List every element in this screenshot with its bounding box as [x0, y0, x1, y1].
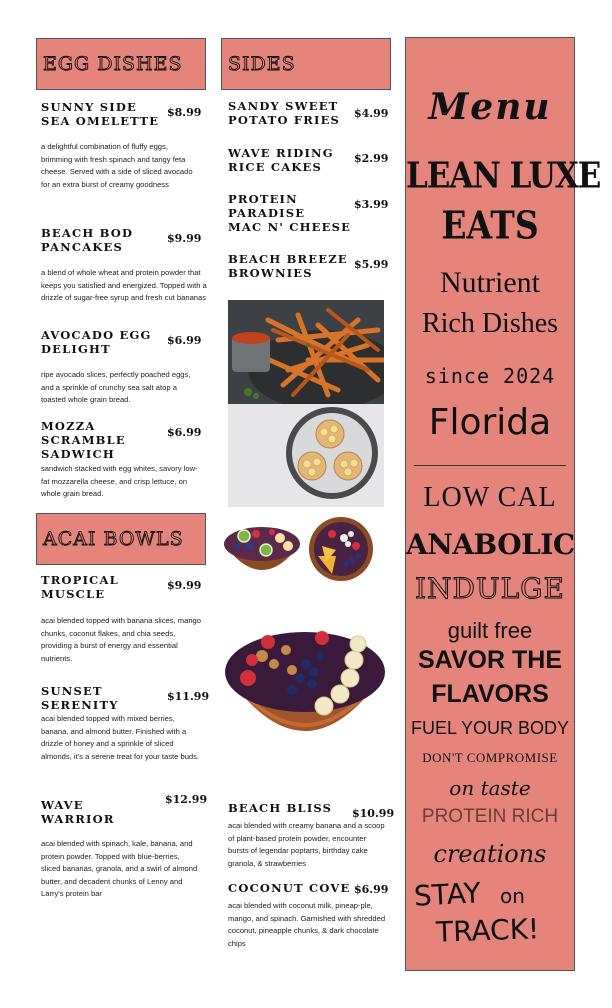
- menu-item-name: MOZZA SCRAMBLE SADWICH: [41, 419, 126, 461]
- rice-cakes-photo: [228, 404, 384, 507]
- menu-item-price: $6.99: [167, 334, 202, 347]
- tagline-stay: STAY: [413, 876, 482, 913]
- sides-header: SIDES: [221, 38, 391, 90]
- tagline-savor: SAVOR THE: [418, 646, 562, 674]
- panel-divider: [414, 465, 566, 466]
- menu-item-description: a delightful combination of fluffy eggs, brimming with fresh spinach and tangy feta cheese. Served with a side of sliced avocado for an extra burst of creamy goodness: [41, 142, 193, 189]
- menu-item-name: SANDY SWEET POTATO FRIES: [228, 99, 341, 127]
- tagline-indulge: INDULGE: [414, 572, 565, 605]
- menu-item-price: $9.99: [167, 579, 202, 592]
- menu-item-description: acai blended with spinach, kale, banana, and protein powder. Topped with blue-berries, sliced bananas, granola, and a swirl of almond butter, and decadent chunks of Lenny and Larry's protein bar: [41, 839, 198, 898]
- menu-item-description: acai blended with creamy banana and a scoop of plant-based protein powder, encounter bursts of legendar poptarts, birthday cake granola, & strawberries: [228, 821, 385, 868]
- menu-item-name: BEACH BOD PANCAKES: [41, 226, 134, 254]
- since-year: since 2024: [424, 364, 556, 388]
- tagline-line1: Nutrient: [440, 266, 540, 299]
- tagline-line2: Rich Dishes: [421, 308, 559, 339]
- menu-item-name: SUNSET SERENITY: [41, 684, 119, 712]
- brand-name-line2: EATS: [441, 203, 539, 248]
- menu-item-name: SUNNY SIDE SEA OMELETTE: [41, 100, 160, 128]
- tagline-fuel: FUEL YOUR BODY: [410, 718, 570, 738]
- menu-item-price: $12.99: [165, 793, 208, 806]
- menu-item-price: $8.99: [167, 106, 202, 119]
- menu-item-description: acai blended with coconut milk, pineap-ple, mango, and spinach. Garnished with shredded coconut, pineapple chunks, & dark chocolate chips: [228, 901, 386, 948]
- tagline-low-cal: LOW CAL: [423, 482, 557, 513]
- menu-item-description: a blend of whole wheat and protein powder that keeps you satisfied and energized. Topped with a drizzle of sugar-free syrup and fresh cut bananas: [41, 268, 207, 302]
- tagline-on: on: [500, 884, 525, 908]
- acai-bowl-mango-photo: [306, 516, 376, 582]
- menu-item-description: sandwich stacked with egg whites, savory low-fat mozzarella cheese, and crisp lettuce, on whole grain bread.: [41, 464, 198, 498]
- menu-item-price: $11.99: [167, 690, 210, 703]
- tagline-track: TRACK!: [435, 912, 540, 949]
- menu-item-price: $6.99: [354, 883, 389, 896]
- menu-item-price: $4.99: [354, 107, 389, 120]
- menu-item-name: COCONUT COVE: [228, 881, 351, 895]
- egg-dishes-header: EGG DISHES: [36, 38, 206, 90]
- tagline-anabolic: ANABOLIC: [406, 528, 575, 561]
- menu-item-description: acai blended topped with banana slices, mango chunks, coconut flakes, and chia seeds, providing a burst of energy and essential nutrients.: [41, 616, 202, 663]
- acai-bowl-large-photo: [222, 620, 388, 754]
- brand-name-line1: LEAN LUXE: [406, 155, 601, 197]
- acai-bowl-kiwi-photo: [222, 516, 302, 582]
- menu-item-price: $6.99: [167, 426, 202, 439]
- sweet-potato-fries-photo: [228, 300, 384, 404]
- menu-item-name: TROPICAL MUSCLE: [41, 573, 119, 601]
- menu-item-name: PROTEIN PARADISE MAC N' CHEESE: [228, 192, 352, 234]
- menu-item-price: $10.99: [352, 807, 395, 820]
- menu-item-name: AVOCADO EGG DELIGHT: [41, 328, 152, 356]
- tagline-on-taste: on taste: [449, 776, 531, 800]
- location: Florida: [428, 402, 552, 443]
- menu-item-name: WAVE WARRIOR: [41, 798, 115, 826]
- tagline-flavors: FLAVORS: [431, 680, 549, 708]
- menu-item-price: $5.99: [354, 258, 389, 271]
- tagline-dont-compromise: DON'T COMPROMISE: [422, 750, 558, 765]
- tagline-protein-rich: PROTEIN RICH: [421, 806, 559, 827]
- menu-item-name: BEACH BREEZE BROWNIES: [228, 252, 348, 280]
- menu-item-name: BEACH BLISS: [228, 801, 333, 815]
- tagline-creations: creations: [433, 840, 547, 868]
- menu-item-price: $9.99: [167, 232, 202, 245]
- menu-item-description: acai blended topped with mixed berries, banana, and almond butter. Finished with a drizzle of honey and a sprinkle of sliced almonds, it's a serene treat for your taste buds.: [41, 714, 200, 761]
- menu-item-price: $3.99: [354, 198, 389, 211]
- menu-item-name: WAVE RIDING RICE CAKES: [228, 146, 334, 174]
- menu-title: Menu: [428, 86, 552, 128]
- menu-item-price: $2.99: [354, 152, 389, 165]
- acai-bowls-header: ACAI BOWLS: [36, 513, 206, 565]
- tagline-guilt-free: guilt free: [447, 618, 533, 643]
- tagline-panel: [405, 37, 601, 971]
- menu-item-description: ripe avocado slices, perfectly poached eggs, and a sprinkle of crunchy sea salt atop a toasted whole grain bread.: [41, 370, 191, 404]
